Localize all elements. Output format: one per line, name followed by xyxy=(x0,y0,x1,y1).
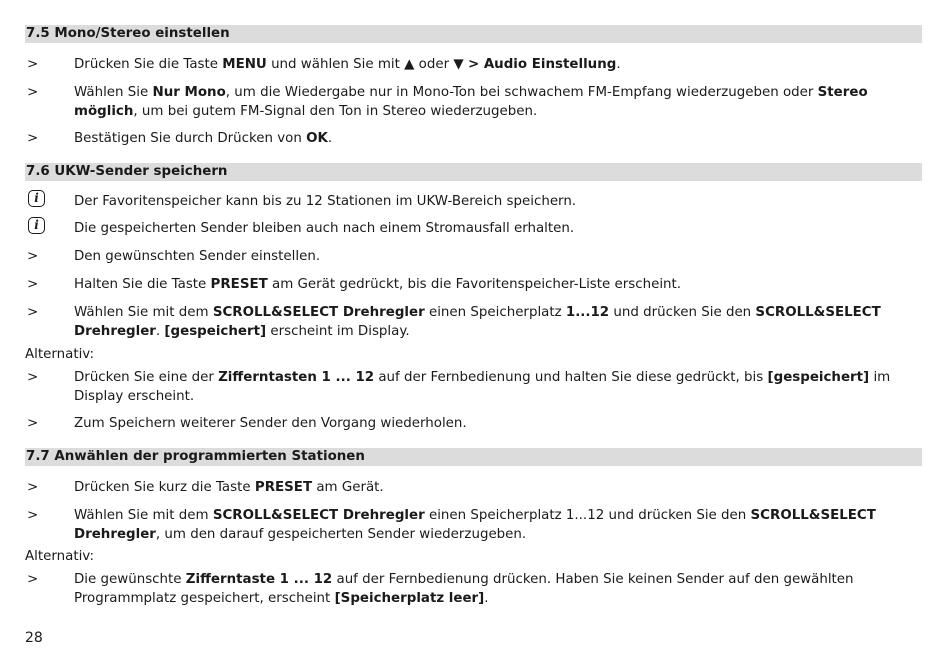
alternative-label: Alternativ: xyxy=(25,549,95,564)
bullet-marker: > xyxy=(27,480,39,495)
instruction-text: Bestätigen Sie durch Drücken von OK. xyxy=(74,131,333,146)
section-heading-7-5: 7.5 Mono/Stereo einstellen xyxy=(25,25,922,43)
instruction-text: Wählen Sie mit dem SCROLL&SELECT Drehregler einen Speicherplatz 1...12 und drücken Sie den SCROLL&SELECT Drehregler, um den darauf gespeicherten Sender wiederzugeben. xyxy=(74,508,876,542)
bullet-marker: > xyxy=(27,249,39,264)
bullet-marker: > xyxy=(27,85,39,100)
instruction-text: Drücken Sie eine der Zifferntasten 1 ... 12 auf der Fernbedienung und halten Sie diese gedrückt, bis [gespeichert] im Display erscheint. xyxy=(74,370,891,404)
bullet-marker: > xyxy=(27,508,39,523)
bullet-marker: > xyxy=(27,277,39,292)
bullet-marker: > xyxy=(27,416,39,431)
info-text: Der Favoritenspeicher kann bis zu 12 Stationen im UKW-Bereich speichern. xyxy=(74,194,577,209)
page-number: 28 xyxy=(25,630,43,646)
bullet-marker: > xyxy=(27,57,39,72)
section-heading-7-7: 7.7 Anwählen der programmierten Stationen xyxy=(25,448,922,466)
info-text: Die gespeicherten Sender bleiben auch nach einem Stromausfall erhalten. xyxy=(74,221,575,236)
instruction-text: Den gewünschten Sender einstellen. xyxy=(74,249,321,264)
instruction-text: Wählen Sie Nur Mono, um die Wiedergabe nur in Mono-Ton bei schwachem FM-Empfang wiederzugeben oder Stereo möglich, um bei gutem FM-Signal den Ton in Stereo wiederzugeben. xyxy=(74,85,868,119)
bullet-marker: > xyxy=(27,305,39,320)
alternative-label: Alternativ: xyxy=(25,347,95,362)
info-icon: i xyxy=(28,217,45,234)
instruction-text: Drücken Sie kurz die Taste PRESET am Gerät. xyxy=(74,480,384,495)
bullet-marker: > xyxy=(27,131,39,146)
instruction-text: Wählen Sie mit dem SCROLL&SELECT Drehregler einen Speicherplatz 1...12 und drücken Sie den SCROLL&SELECT Drehregler. [gespeichert] erscheint im Display. xyxy=(74,305,881,339)
instruction-text: Halten Sie die Taste PRESET am Gerät gedrückt, bis die Favoritenspeicher-Liste erscheint. xyxy=(74,277,682,292)
instruction-text: Drücken Sie die Taste MENU und wählen Sie mit ▲ oder ▼ > Audio Einstellung. xyxy=(74,57,621,72)
bullet-marker: > xyxy=(27,572,39,587)
instruction-text: Zum Speichern weiterer Sender den Vorgang wiederholen. xyxy=(74,416,467,431)
section-heading-7-6: 7.6 UKW-Sender speichern xyxy=(25,163,922,181)
info-icon: i xyxy=(28,190,45,207)
instruction-text: Die gewünschte Zifferntaste 1 ... 12 auf der Fernbedienung drücken. Haben Sie keinen Sender auf den gewählten Programmplatz gespeichert, erscheint [Speicherplatz leer]. xyxy=(74,572,854,606)
bullet-marker: > xyxy=(27,370,39,385)
